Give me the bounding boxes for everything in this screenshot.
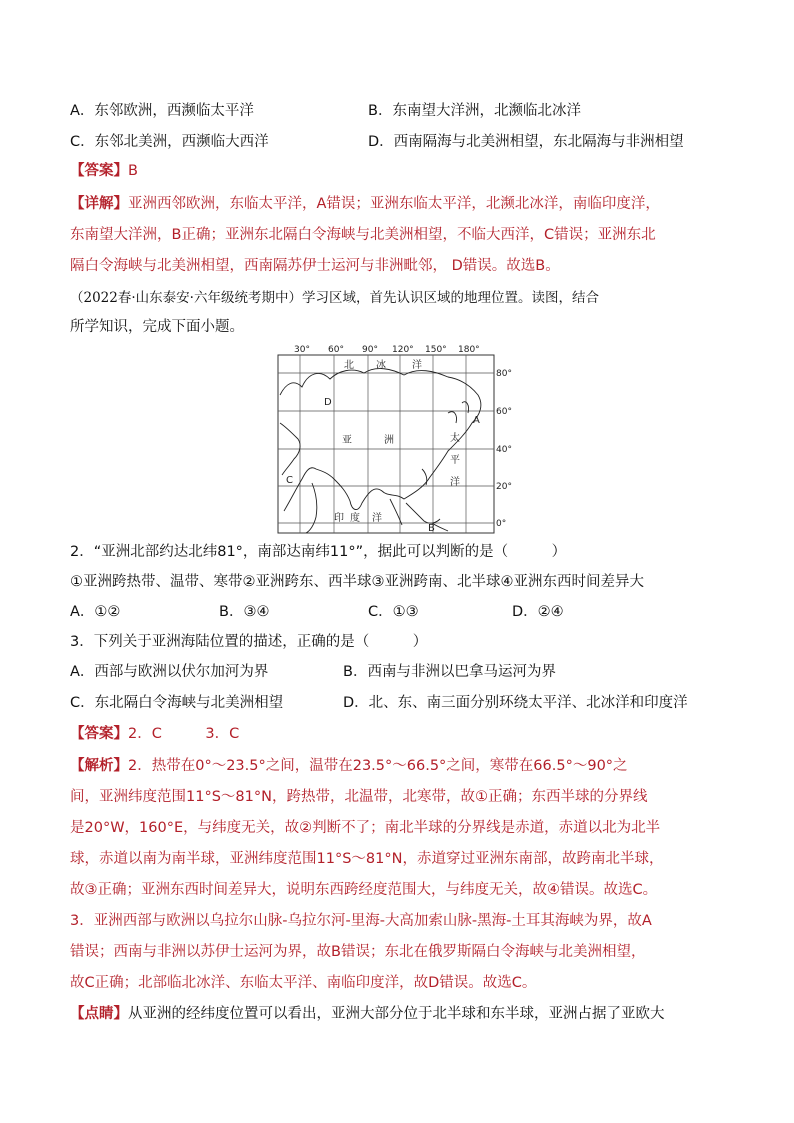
detail-label: 【详解】 — [70, 196, 128, 212]
q3-option-a: A．西部与欧洲以伏尔加河为界 — [70, 664, 269, 680]
q3-option-c: C．东北隔白令海峡与北美洲相望 — [70, 695, 284, 711]
point-line-1 — [70, 1003, 730, 1025]
coastline — [280, 369, 481, 533]
meridian-lines — [300, 355, 466, 533]
q2-option-a: A．①② — [70, 604, 121, 620]
analysis-line-1 — [70, 755, 730, 777]
lat-tick-40: 40° — [496, 445, 512, 455]
q2-option-d: D．②④ — [512, 604, 564, 620]
analysis-line-4: 球，赤道以南为南半球，亚洲纬度范围11°S～81°N，赤道穿过亚洲东南部，故跨南北半球， — [70, 851, 664, 867]
q1-option-b: B．东南望大洋洲，北濒临北冰洋 — [368, 103, 581, 119]
label-yang-south: 洋 — [372, 513, 382, 524]
q1-option-d: D．西南隔海与北美洲相望，东北隔海与非洲相望 — [368, 134, 684, 150]
answer-label: 【答案】 — [70, 163, 128, 179]
label-yang-north: 洋 — [412, 360, 422, 371]
label-ya: 亚 — [342, 435, 352, 446]
analysis-line-7: 错误；西南与非洲以苏伊士运河为界，故B错误；东北在俄罗斯隔白令海峡与北美洲相望， — [70, 944, 646, 960]
analysis-line-2: 间，亚洲纬度范围11°S～81°N，跨热带，北温带，北寒带，故①正确；东西半球的分界线 — [70, 789, 648, 805]
lon-tick-90: 90° — [362, 345, 378, 355]
asia-location-map — [272, 343, 512, 538]
label-bing: 冰 — [376, 360, 386, 371]
point-b: B — [428, 523, 435, 534]
intro-line-2: 所学知识，完成下面小题。 — [70, 319, 244, 335]
lon-tick-60: 60° — [328, 345, 344, 355]
q1-detail-line-1 — [70, 193, 730, 215]
analysis-line-8: 故C正确；北部临北冰洋、东临太平洋、南临印度洋，故D错误。故选C。 — [70, 975, 537, 991]
lon-tick-180: 180° — [458, 345, 480, 355]
q1-option-c: C．东邻北美洲，西濒临大西洋 — [70, 134, 269, 150]
q2-statements: ①亚洲跨热带、温带、寒带②亚洲跨东、西半球③亚洲跨南、北半球④亚洲东西时间差异大 — [70, 574, 644, 590]
answer-value: B — [128, 163, 138, 179]
point-label: 【点睛】 — [70, 1006, 128, 1022]
q3-option-b: B．西南与非洲以巴拿马运河为界 — [343, 664, 556, 680]
label-yang-east: 洋 — [450, 477, 460, 488]
q3-stem: 3．下列关于亚洲海陆位置的描述，正确的是（ ） — [70, 634, 428, 650]
q1-option-a: A．东邻欧洲，西濒临太平洋 — [70, 103, 254, 119]
lon-tick-30: 30° — [294, 345, 310, 355]
point-c: C — [286, 475, 293, 486]
parallel-lines — [278, 373, 494, 523]
q2-option-c: C．①③ — [368, 604, 419, 620]
point-d: D — [324, 397, 332, 408]
q3-option-d: D．北、东、南三面分别环绕太平洋、北冰洋和印度洋 — [343, 695, 688, 711]
analysis-line-5: 故③正确；亚洲东西时间差异大，说明东西跨经度范围大，与纬度无关，故④错误。故选C。 — [70, 882, 658, 898]
q1-detail-line-3: 隔白令海峡与北美洲相望，西南隔苏伊士运河与非洲毗邻， D错误。故选B。 — [70, 258, 560, 274]
label-ping: 平 — [450, 455, 460, 466]
detail-text-1: 亚洲西邻欧洲，东临太平洋，A错误；亚洲东临太平洋，北濒北冰洋，南临印度洋， — [128, 196, 660, 212]
lat-tick-80: 80° — [496, 369, 512, 379]
point-text-1: 从亚洲的经纬度位置可以看出，亚洲大部分位于北半球和东半球，亚洲占据了亚欧大 — [128, 1006, 665, 1022]
label-bei: 北 — [344, 360, 354, 371]
lat-tick-20: 20° — [496, 482, 512, 492]
q2-option-b: B．③④ — [219, 604, 270, 620]
lat-tick-60: 60° — [496, 407, 512, 417]
answer-value: 2．C 3．C — [128, 726, 240, 742]
point-a: A — [473, 415, 480, 426]
q2-stem: 2．“亚洲北部约达北纬81°，南部达南纬11°”，据此可以判断的是（ ） — [70, 544, 567, 560]
label-zhou: 洲 — [384, 435, 394, 446]
question-source: （2022春·山东泰安·六年级统考期中） — [70, 290, 302, 306]
lat-tick-0: 0° — [496, 519, 507, 529]
lon-tick-120: 120° — [392, 345, 414, 355]
label-du: 度 — [350, 513, 360, 524]
label-tai: 太 — [450, 433, 460, 444]
answer-label: 【答案】 — [70, 726, 128, 742]
intro-text-1: 学习区域，首先认识区域的地理位置。读图，结合 — [301, 290, 599, 306]
lon-tick-150: 150° — [425, 345, 447, 355]
analysis-line-3: 是20°W，160°E，与纬度无关，故②判断不了；南北半球的分界线是赤道，赤道以北为北半 — [70, 820, 661, 836]
analysis-text-1: 2．热带在0°～23.5°之间，温带在23.5°～66.5°之间，寒带在66.5°～90°之 — [128, 758, 628, 774]
label-yin: 印 — [334, 513, 344, 524]
q1-detail-line-2: 东南望大洋洲，B正确；亚洲东北隔白令海峡与北美洲相望，不临大西洋，C错误；亚洲东北 — [70, 227, 656, 243]
analysis-line-6: 3．亚洲西部与欧洲以乌拉尔山脉-乌拉尔河-里海-大高加索山脉-黑海-土耳其海峡为界，故A — [70, 913, 652, 929]
q1-answer — [70, 160, 730, 182]
answer-2-3 — [70, 723, 730, 745]
map-svg — [272, 343, 512, 538]
analysis-label: 【解析】 — [70, 758, 128, 774]
intro-line-1 — [70, 287, 730, 309]
